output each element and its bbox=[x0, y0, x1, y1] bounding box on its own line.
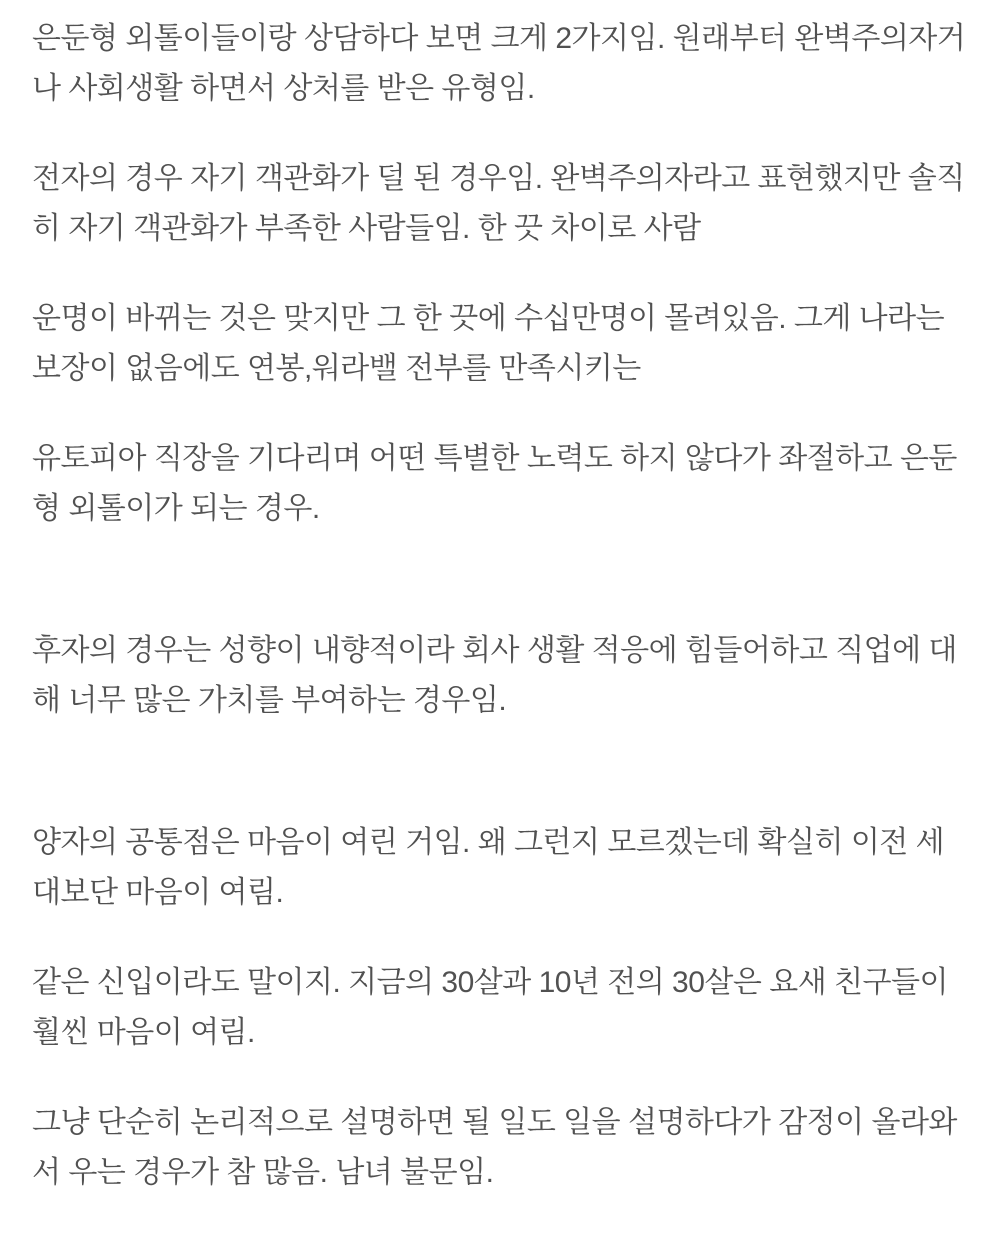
text-line: 같은 신입이라도 말이지. 지금의 30살과 10년 전의 30살은 요새 친구들이 bbox=[32, 966, 948, 999]
paragraph bbox=[32, 1098, 968, 1198]
text-line: 대보단 마음이 여림. bbox=[32, 876, 284, 909]
paragraph bbox=[32, 626, 968, 726]
text-line: 후자의 경우는 성향이 내향적이라 회사 생활 적응에 힘들어하고 직업에 대 bbox=[32, 634, 957, 667]
paragraph bbox=[32, 434, 968, 534]
paragraph bbox=[32, 818, 968, 918]
text-line: 해 너무 많은 가치를 부여하는 경우임. bbox=[32, 684, 507, 717]
paragraph bbox=[32, 154, 968, 254]
text-line: 은둔형 외톨이들이랑 상담하다 보면 크게 2가지임. 원래부터 완벽주의자거 bbox=[32, 22, 966, 55]
text-line: 양자의 공통점은 마음이 여린 거임. 왜 그런지 모르겠는데 확실히 이전 세 bbox=[32, 826, 945, 859]
paragraph bbox=[32, 14, 968, 114]
text-line: 나 사회생활 하면서 상처를 받은 유형임. bbox=[32, 72, 535, 105]
text-line: 히 자기 객관화가 부족한 사람들임. 한 끗 차이로 사람 bbox=[32, 212, 701, 245]
text-line: 그냥 단순히 논리적으로 설명하면 될 일도 일을 설명하다가 감정이 올라와 bbox=[32, 1106, 957, 1139]
text-line: 형 외톨이가 되는 경우. bbox=[32, 492, 320, 525]
text-line: 보장이 없음에도 연봉,워라밸 전부를 만족시키는 bbox=[32, 352, 641, 385]
paragraph bbox=[32, 958, 968, 1058]
text-line: 운명이 바뀌는 것은 맞지만 그 한 끗에 수십만명이 몰려있음. 그게 나라는 bbox=[32, 302, 945, 335]
paragraph-list bbox=[32, 14, 968, 1198]
text-line: 유토피아 직장을 기다리며 어떤 특별한 노력도 하지 않다가 좌절하고 은둔 bbox=[32, 442, 957, 475]
paragraph bbox=[32, 294, 968, 394]
text-line: 전자의 경우 자기 객관화가 덜 된 경우임. 완벽주의자라고 표현했지만 솔직 bbox=[32, 162, 965, 195]
text-line: 훨씬 마음이 여림. bbox=[32, 1016, 255, 1049]
text-line: 서 우는 경우가 참 많음. 남녀 불문임. bbox=[32, 1156, 494, 1189]
